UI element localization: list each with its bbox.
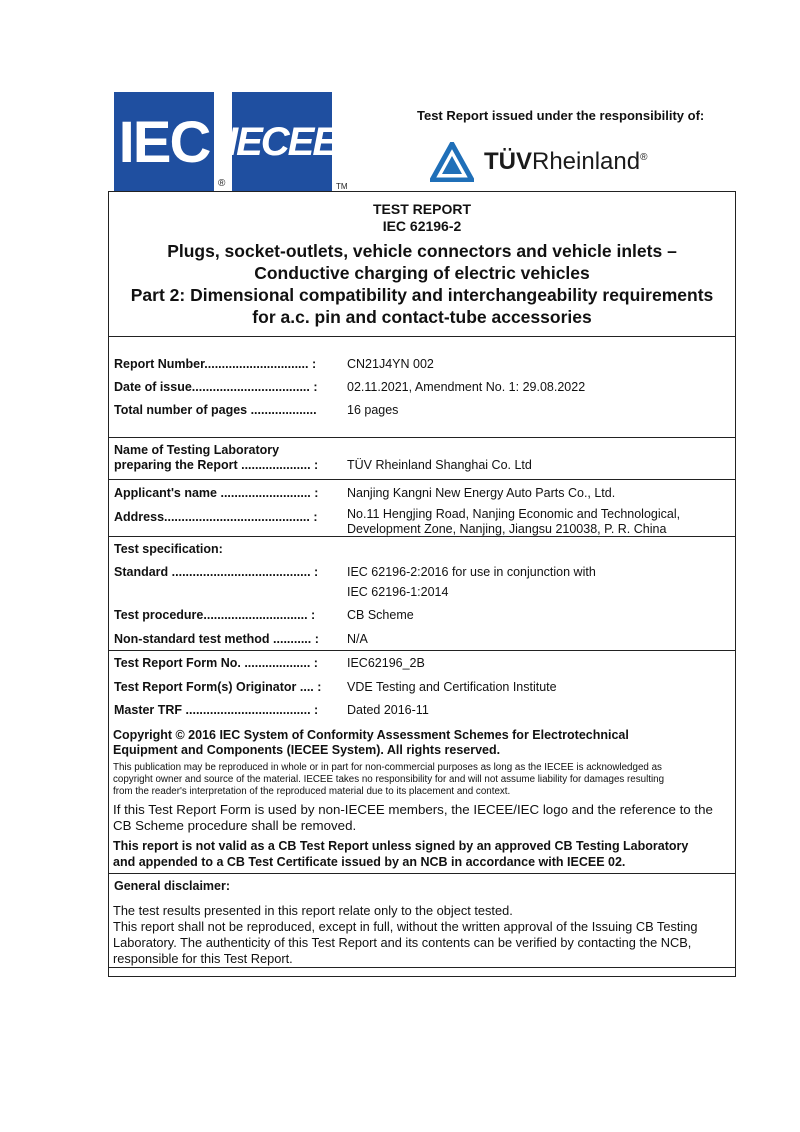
- trf-originator-label: Test Report Form(s) Originator .... :: [114, 680, 322, 694]
- date-of-issue-label: Date of issue.................................. :: [114, 380, 318, 394]
- lab-label-line-2: preparing the Report .................... :: [114, 458, 319, 472]
- trf-section: [109, 651, 735, 874]
- responsibility-text: Test Report issued under the responsibility of:: [417, 108, 705, 123]
- applicant-name-label: Applicant's name .......................... :: [114, 486, 319, 500]
- disclaimer-line-3: Laboratory. The authenticity of this Test Report and its contents can be verified by contacting the NCB,: [113, 935, 692, 950]
- tuv-triangle-icon: [430, 142, 474, 182]
- applicant-section: [109, 480, 735, 537]
- copyright-line-2: Equipment and Components (IECEE System). All rights reserved.: [113, 743, 501, 757]
- test-procedure-value: CB Scheme: [347, 608, 414, 622]
- iec-reg-mark: ®: [218, 178, 226, 189]
- master-trf-value: Dated 2016-11: [347, 703, 429, 717]
- address-line-2: Development Zone, Nanjing, Jiangsu 210038, P. R. China: [347, 522, 667, 536]
- tuv-bold: TÜV: [484, 148, 532, 175]
- reproduction-line-2: copyright owner and source of the material. IECEE takes no responsibility for and will not assume liability for damages resulting: [113, 774, 665, 785]
- total-pages-value: 16 pages: [347, 403, 399, 417]
- tuv-reg-mark: ®: [640, 152, 648, 163]
- report-frame: [108, 191, 736, 977]
- non-standard-value: N/A: [347, 632, 368, 646]
- disclaimer-section: [109, 874, 735, 968]
- report-info-section: [109, 337, 735, 438]
- reproduction-line-3: from the reader's interpretation of the reproduced material due to its placement and context.: [113, 786, 511, 797]
- standard-label: Standard ........................................ :: [114, 565, 319, 579]
- disclaimer-text: [113, 903, 729, 967]
- lab-label-line-1: Name of Testing Laboratory: [114, 443, 280, 457]
- validity-notice: [113, 838, 729, 870]
- copyright-notice: [113, 728, 729, 758]
- standard-line-1: IEC 62196-2:2016 for use in conjunction with: [347, 565, 596, 579]
- title-line-4: for a.c. pin and contact-tube accessories: [252, 307, 592, 327]
- standard-line-2: IEC 62196-1:2014: [347, 585, 449, 599]
- address-line-1: No.11 Hengjing Road, Nanjing Economic and Technological,: [347, 507, 681, 521]
- trf-number-label: Test Report Form No. ................... :: [114, 656, 318, 670]
- non-standard-label: Non-standard test method ........... :: [114, 632, 319, 646]
- disclaimer-line-1: The test results presented in this report relate only to the object tested.: [113, 903, 513, 918]
- lab-section: [109, 438, 735, 480]
- title-line-3: Part 2: Dimensional compatibility and interchangeability requirements: [130, 285, 714, 305]
- title-line-2: Conductive charging of electric vehicles: [254, 263, 590, 283]
- iec-logo: [114, 92, 214, 192]
- lab-value: TÜV Rheinland Shanghai Co. Ltd: [347, 458, 532, 472]
- copyright-line-1: Copyright © 2016 IEC System of Conformity Assessment Schemes for Electrotechnical: [113, 728, 629, 742]
- test-procedure-label: Test procedure.............................. :: [114, 608, 316, 622]
- disclaimer-line-2: This report shall not be reproduced, except in full, without the written approval of the Issuing CB Testing: [113, 919, 698, 934]
- tuv-regular: Rheinland: [532, 148, 641, 175]
- disclaimer-heading: General disclaimer:: [114, 879, 231, 893]
- test-spec-heading: Test specification:: [114, 542, 223, 556]
- report-number-value: CN21J4YN 002: [347, 357, 434, 371]
- non-iecee-notice: [113, 802, 729, 834]
- validity-line-2: and appended to a CB Test Certificate issued by an NCB in accordance with IECEE 02.: [113, 855, 626, 869]
- iecee-logo-text: IECEE: [226, 119, 338, 164]
- trf-number-value: IEC62196_2B: [347, 656, 425, 670]
- report-header: [109, 192, 735, 337]
- title-line-1: Plugs, socket-outlets, vehicle connectors and vehicle inlets –: [167, 241, 677, 261]
- logo-group: [114, 90, 348, 192]
- report-number-label: Report Number.............................. :: [114, 357, 317, 371]
- iec-logo-text: IEC: [118, 109, 210, 175]
- test-spec-section: [109, 537, 735, 651]
- tuv-rheinland-logo: [430, 140, 660, 184]
- tuv-name: [484, 148, 647, 176]
- reproduction-line-1: This publication may be reproduced in whole or in part for non-commercial purposes as long as the IECEE is acknowledged as: [113, 762, 662, 773]
- address-label: Address.......................................... :: [114, 510, 318, 524]
- trf-originator-value: VDE Testing and Certification Institute: [347, 680, 557, 694]
- reproduction-notice: [113, 762, 729, 798]
- non-iecee-line-1: If this Test Report Form is used by non-IECEE members, the IECEE/IEC logo and the reference to the: [113, 802, 713, 817]
- date-of-issue-value: 02.11.2021, Amendment No. 1: 29.08.2022: [347, 380, 586, 394]
- applicant-name-value: Nanjing Kangni New Energy Auto Parts Co., Ltd.: [347, 486, 616, 500]
- iecee-tm-mark: TM: [336, 182, 348, 191]
- report-type: TEST REPORT: [372, 201, 471, 217]
- non-iecee-line-2: CB Scheme procedure shall be removed.: [113, 818, 357, 833]
- validity-line-1: This report is not valid as a CB Test Report unless signed by an approved CB Testing Laboratory: [113, 839, 689, 853]
- report-standard: IEC 62196-2: [382, 218, 462, 234]
- master-trf-label: Master TRF .................................... :: [114, 703, 319, 717]
- iecee-logo: [226, 92, 338, 192]
- disclaimer-line-4: responsible for this Test Report.: [113, 951, 293, 966]
- total-pages-label: Total number of pages ...................: [114, 403, 317, 417]
